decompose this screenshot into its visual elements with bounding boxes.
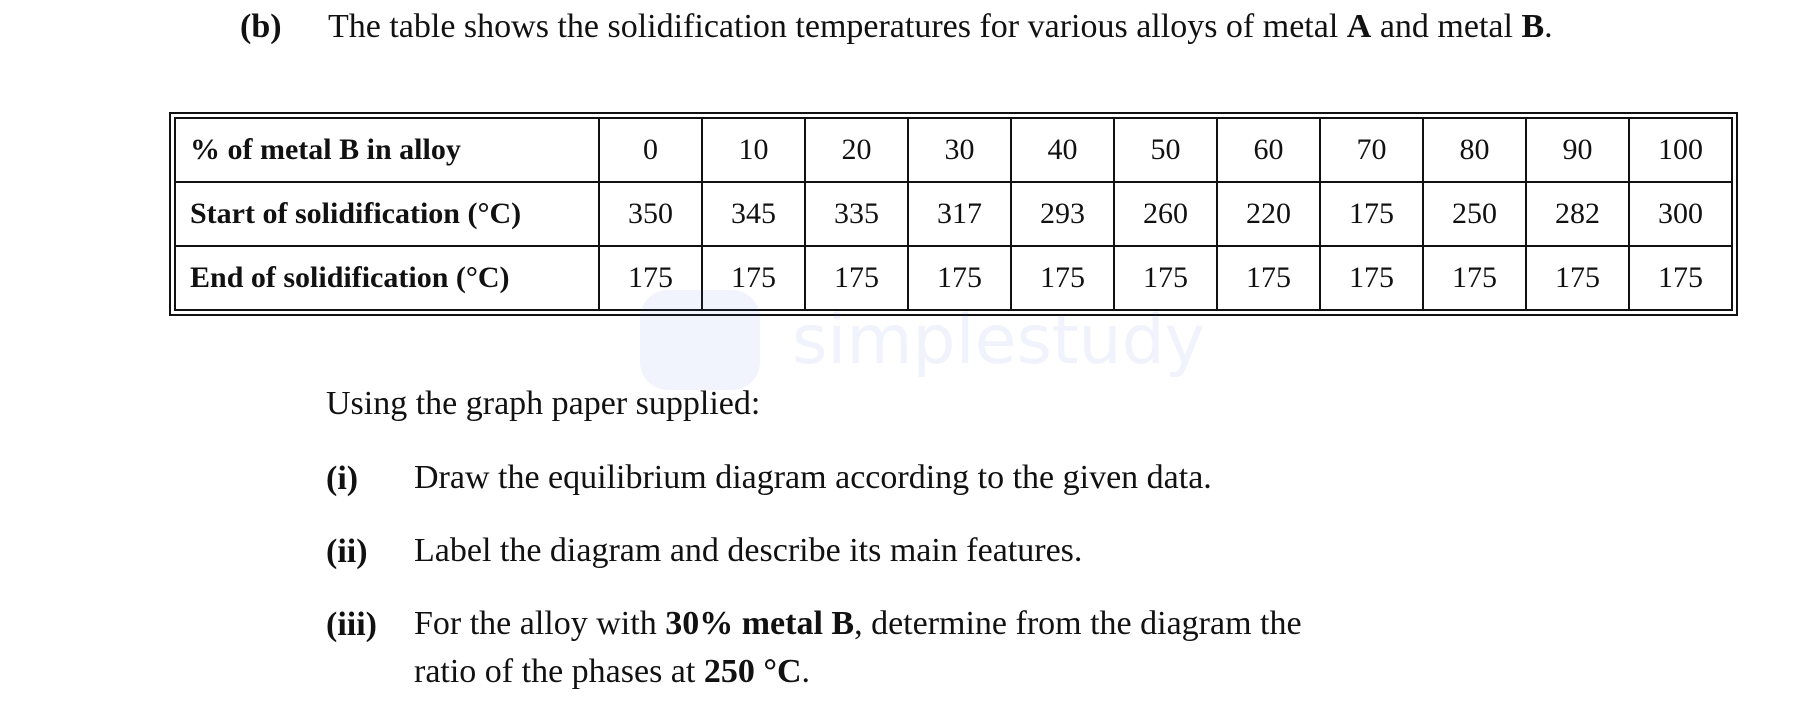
table-cell: 80 xyxy=(1423,118,1526,182)
table-cell: 10 xyxy=(702,118,805,182)
watermark xyxy=(640,290,1205,390)
table-cell: 282 xyxy=(1526,182,1629,246)
table-cell: 175 xyxy=(1526,246,1629,310)
item-text-part: . xyxy=(801,653,811,690)
row-header: Start of solidification (°C) xyxy=(175,182,599,246)
metal-a-label: A xyxy=(1346,8,1372,45)
item-bold-part: 30% metal B xyxy=(665,605,855,642)
table-cell: 175 xyxy=(908,246,1011,310)
metal-b-label: B xyxy=(1521,8,1545,45)
table-cell: 40 xyxy=(1011,118,1114,182)
table-cell: 250 xyxy=(1423,182,1526,246)
table-cell: 175 xyxy=(1629,246,1732,310)
item-text: Label the diagram and describe its main features. xyxy=(414,532,1083,569)
item-label: (iii) xyxy=(326,606,377,643)
table-cell: 60 xyxy=(1217,118,1320,182)
table-cell: 175 xyxy=(1320,246,1423,310)
table-cell: 175 xyxy=(599,246,702,310)
table-cell: 175 xyxy=(1011,246,1114,310)
table-cell: 100 xyxy=(1629,118,1732,182)
item-label: (i) xyxy=(326,460,359,497)
table-cell: 30 xyxy=(908,118,1011,182)
table-cell: 70 xyxy=(1320,118,1423,182)
stem-text-2: and metal xyxy=(1371,8,1522,45)
table-cell: 175 xyxy=(1217,246,1320,310)
instructions-intro: Using the graph paper supplied: xyxy=(326,385,761,422)
table-cell: 175 xyxy=(1423,246,1526,310)
table-cell: 350 xyxy=(599,182,702,246)
table-row xyxy=(175,182,1732,246)
table-cell: 175 xyxy=(1114,246,1217,310)
stem-text-1: The table shows the solidification temperatures for various alloys of metal xyxy=(328,8,1347,45)
item-text-part: ratio of the phases at xyxy=(414,653,704,690)
table-cell: 90 xyxy=(1526,118,1629,182)
table-cell: 20 xyxy=(805,118,908,182)
table-cell: 175 xyxy=(702,246,805,310)
row-header: End of solidification (°C) xyxy=(175,246,599,310)
table-cell: 0 xyxy=(599,118,702,182)
item-text-part: For the alloy with xyxy=(414,605,666,642)
table-cell: 175 xyxy=(1320,182,1423,246)
part-label: (b) xyxy=(240,8,282,45)
table-row xyxy=(175,118,1732,182)
item-text: Draw the equilibrium diagram according to the given data. xyxy=(414,459,1212,496)
solidification-table xyxy=(174,117,1733,311)
stem-text-3: . xyxy=(1544,8,1553,45)
table-cell: 220 xyxy=(1217,182,1320,246)
watermark-text: simplestudy xyxy=(792,300,1206,380)
table-cell: 335 xyxy=(805,182,908,246)
table-cell: 175 xyxy=(805,246,908,310)
item-text xyxy=(414,600,1302,696)
table-cell: 293 xyxy=(1011,182,1114,246)
item-text-part: , determine from the diagram the xyxy=(854,605,1302,642)
question-stem xyxy=(240,8,1553,46)
item-label: (ii) xyxy=(326,533,368,570)
watermark-logo-icon xyxy=(640,290,760,390)
table-cell: 50 xyxy=(1114,118,1217,182)
table-cell: 260 xyxy=(1114,182,1217,246)
solidification-table-frame xyxy=(169,112,1738,316)
table-cell: 345 xyxy=(702,182,805,246)
row-header: % of metal B in alloy xyxy=(175,118,599,182)
table-cell: 317 xyxy=(908,182,1011,246)
table-body xyxy=(175,118,1732,310)
item-bold-part: 250 °C xyxy=(703,653,802,690)
table-cell: 300 xyxy=(1629,182,1732,246)
